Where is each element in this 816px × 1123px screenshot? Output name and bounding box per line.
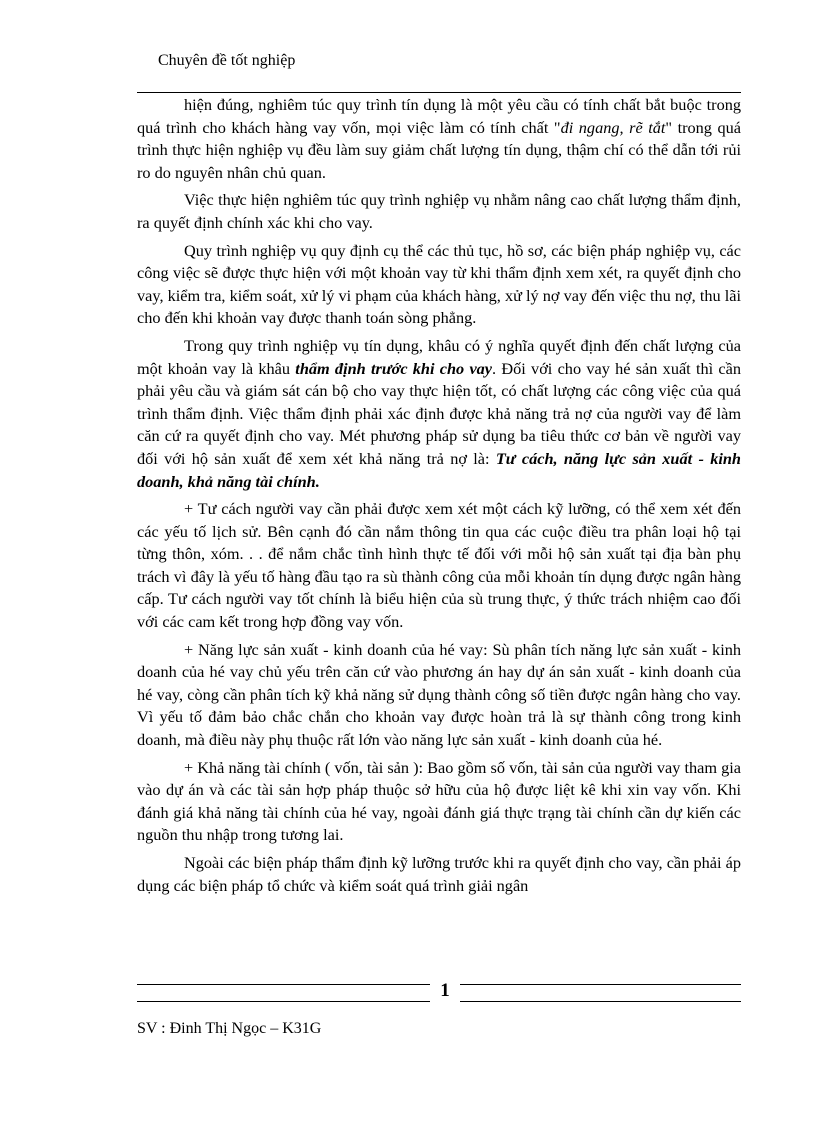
paragraph-7: + Khả năng tài chính ( vốn, tài sản ): Bao gồm số vốn, tài sản của người vay tham gia vào dự án và các tài sản hợp pháp thuộc sở hữu của hộ được liệt kê khi xin vay vốn. Khi đánh giá khả năng tài chính của hé vay, ngoài đánh giá thực trạng tài chính cần dự kiến các nguồn thu nhập trong tương lai. [137,757,741,845]
footer-student: SV : Đinh Thị Ngọc – K31G [137,1020,322,1037]
paragraph-1-text-b: " trong quá trình thực hiện nghiệp vụ đều làm suy giảm chất lượng tín dụng, thậm chí có thể dẫn tới rủi ro do nguyên nhân chủ quan. [137,117,741,182]
paragraph-1 [137,94,741,184]
body-content [137,94,741,902]
paragraph-3: Quy trình nghiệp vụ quy định cụ thể các thủ tục, hồ sơ, các biện pháp nghiệp vụ, các công việc sẽ được thực hiện với một khoản vay từ khi thẩm định xem xét, ra quyết định cho vay, kiểm tra, kiểm soát, xử lý vi phạm của khách hàng, xử lý nợ vay đến việc thu nợ, thu lãi cho đến khi khoản vay được thanh toán sòng phẳng. [137,240,741,328]
paragraph-6: + Năng lực sản xuất - kinh doanh của hé vay: Sù phân tích năng lực sản xuất - kinh doanh của hé vay chủ yếu trên căn cứ vào phương án hay dự án sản xuất - kinh doanh của hé vay, còng cần phân tích kỹ khả năng sử dụng thành công số tiền được ngân hàng cho vay. Vì yếu tố đảm bảo chắc chắn cho khoản vay được hoàn trả là sự thành công trong kinh doanh, mà điều này phụ thuộc rất lớn vào năng lực sản xuất - kinh doanh của hé. [137,639,741,750]
header-rule [137,92,741,93]
paragraph-4 [137,335,741,493]
paragraph-1-text-a: hiện đúng, nghiêm túc quy trình tín dụng là một yêu cầu có tính chất bắt buộc trong quá trình cho khách hàng vay vốn, mọi việc làm có tính chất " [137,95,741,137]
paragraph-1-italic: đi ngang, rẽ tắt [560,117,666,137]
paragraph-2: Việc thực hiện nghiêm túc quy trình nghiệp vụ nhằm nâng cao chất lượng thẩm định, ra quyết định chính xác khi cho vay. [137,190,741,232]
paragraph-4-text-a: Trong quy trình nghiệp vụ tín dụng, khâu có ý nghĩa quyết định đến chất lượng của một khoản vay là khâu [137,335,741,378]
paragraph-4-text-b: . Đối với cho vay hé sản xuất thì cần phải yêu cầu và giám sát cán bộ cho vay thực hiện tốt, có chất lượng các công việc của quá trình thẩm định. Việc thẩm định phải xác định được khả năng trả nợ của người vay để làm căn cứ ra quyết định cho vay. Mét phương pháp sử dụng ba tiêu thức cơ bản về người vay đối với hộ sản xuất để xem xét khả năng trả nợ là: [137,358,742,468]
page-number: 1 [430,980,460,1002]
paragraph-4-bold-a: thẩm định trước khi cho vay [295,358,493,378]
paragraph-5: + Tư cách người vay cần phải được xem xét một cách kỹ lưỡng, có thể xem xét đến các yếu tố lịch sử. Bên cạnh đó cần nắm thông tin qua các cuộc điều tra phân loại hộ tại từng thôn, xóm. . . để nắm chắc tình hình thực tế đối với mỗi hộ sản xuất tại địa bàn phụ trách vì đây là yếu tố hàng đầu tạo ra sù thành công của mỗi khoản tín dụng được ngân hàng cấp. Tư cách người vay tốt chính là biểu hiện của sù trung thực, ý thức trách nhiệm cao đối với các cam kết trong hợp đồng vay vốn. [137,499,741,632]
paragraph-4-bold-b: Tư cách, năng lực sản xuất - kinh doanh, khả năng tài chính. [137,448,741,491]
page-header-title: Chuyên đề tốt nghiệp [158,52,296,69]
paragraph-8: Ngoài các biện pháp thẩm định kỹ lưỡng trước khi ra quyết định cho vay, cần phải áp dụng các biện pháp tổ chức và kiểm soát quá trình giải ngân [137,853,741,895]
